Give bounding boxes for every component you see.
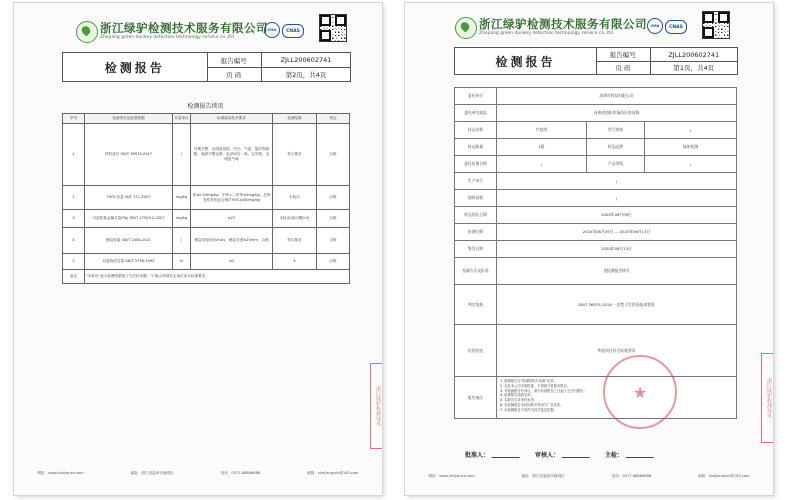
report-header [454, 47, 738, 75]
main-tester-label: 主检： [605, 452, 624, 459]
approver-signature [492, 450, 523, 458]
approver-label: 批准人： [465, 452, 490, 459]
side-seal-stamp: 浙江绿驴检测技术 [761, 353, 773, 443]
page-number: 第2页，共4页 [285, 70, 327, 79]
table-row: 1 材料成分 GB/T 36975-2017 / 外观平整、无明显划痕、凹凸、气泡、裂纹等缺陷，表面平整光滑，色泽均匀一致，无异物，无明显气味 符合要求 合格 [63, 124, 350, 186]
report-no-label: 报告编号 [596, 48, 651, 61]
report-info-table [454, 87, 737, 419]
info-row: 生产单位 / [455, 173, 737, 190]
report-no: ZJLL200602741 [280, 56, 332, 64]
results-table [62, 113, 350, 284]
report-page-1 [405, 3, 773, 495]
col-requirement: 标准值或技术要求 [191, 114, 273, 124]
info-row: 样品数量 1组 样品品牌 绿驴检测 [455, 139, 737, 156]
info-row: 样品名称 竹浆纸 型号规格 / [455, 122, 737, 139]
cnas-icon: CNAS [665, 20, 687, 34]
company-name-en: Zhejiang green donkey detection technology service co.,ltd [100, 35, 234, 40]
col-result: 检测结果 [273, 114, 317, 124]
company-name: 浙江绿驴检测技术服务有限公司 [479, 17, 647, 31]
page-footer: 网址：www.lvlvjiance.com 地址：浙江省温州市鹿城区 电话：0577-88888888 邮箱：zhejianglvlv@163.com [428, 474, 750, 478]
cma-icon: CMA [264, 22, 280, 38]
qr-code-icon [320, 15, 346, 41]
cnas-icon: CNAS [282, 24, 304, 38]
col-no: 序号 [63, 114, 85, 124]
company-name: 浙江绿驴检测技术服务有限公司 [100, 21, 268, 35]
company-logo-icon [76, 21, 98, 43]
info-row: 抽样基数 / [455, 190, 737, 207]
info-row: 委托单位 深圳市科技有限公司 [455, 88, 737, 105]
notes-row: 报告备注 1. 检测报告无"检测机构专用章"无效； 2. 未经本公司书面批准，不得部分复制本报告； 3. 对检测报告有异议，请于收到报告之日起十五日内提出； 4. 检测报告涂改无效； 5. 本报告仅对来样负责； 6. 本检测报告未经同意不得用于广告宣传； 7. 本检测报告不得作为司法鉴定依据。 [455, 377, 737, 419]
page-label: 页 码 [207, 67, 263, 81]
report-no-label: 报告编号 [207, 53, 263, 67]
report-header [62, 52, 351, 82]
reviewer-label: 审核人： [535, 452, 560, 459]
cma-icon: CMA [647, 18, 663, 34]
report-no: ZJLL200602741 [668, 50, 720, 59]
info-row: 检测日期 2020年06月09日 — 2020年06月13日 [455, 224, 737, 241]
info-row: 样品到达日期 2020年06月09日 [455, 207, 737, 224]
info-row: 签发日期 2020年06月13日 [455, 241, 737, 258]
info-row: 委托检测日期 / 产品等级 / [455, 156, 737, 173]
remark-text: "未检出"表示检测结果低于方法检出限；"/"表示该项目无单位或无标准要求。 [85, 270, 350, 284]
info-row: 检测方法及标准 见检测报告续页 [455, 258, 737, 285]
col-judgement: 判定 [317, 114, 350, 124]
reviewer-signature [562, 450, 593, 458]
page-footer: 网址：www.lvlvjiance.com 地址：浙江省温州市鹿城区 电话：0577-88888888 邮箱：zhejianglvlv@163.com [37, 471, 359, 475]
page-number: 第1页，共4页 [673, 64, 715, 72]
col-item: 检测项目及检测依据 [85, 114, 173, 124]
company-name-en: Zhejiang green donkey detection technology service co.,ltd [479, 31, 613, 36]
table-title: 检测报告续页 [187, 103, 224, 110]
table-row: 3 可溶性重金属含量(Pb) GB/T 17593.2-2007 mg/kg ≤27 未检出(检出限0.5) 合格 [63, 210, 350, 228]
signature-row [405, 450, 773, 459]
table-row: 5 有害物质含量 GB/T 2790-1995 N ≥3 4 合格 [63, 254, 350, 270]
info-row: 委托单位地址 河南省洛阳市涧西区南昌路 [455, 105, 737, 122]
qr-code-icon [703, 12, 729, 38]
col-unit: 计量单位 [173, 114, 191, 124]
report-title: 检测报告 [455, 48, 597, 74]
report-page-2 [14, 3, 382, 495]
report-title: 检测报告 [63, 53, 208, 81]
table-row: 4 燃烧性能 GB/T 2408-2021 / 燃烧试验时间≥10s，燃烧长度≤25mm，合格 符合要求 合格 [63, 228, 350, 254]
official-seal-icon: ★ [603, 355, 677, 429]
remark-label: 备注 [63, 270, 85, 284]
main-tester-signature [626, 450, 657, 458]
table-row: 2 TVOC含量 HJ/T 371-2007 mg/kg 苯≤0.05mg/kg，甲苯+二甲苯≤5mg/kg，总挥发性有机化合物(TVOC)≤50mg/kg 未检出 合格 [63, 186, 350, 210]
remark-row [63, 270, 350, 284]
info-row: 检验结论 所检项目符合标准要求 [455, 325, 737, 377]
company-logo-icon [455, 17, 477, 39]
side-seal-stamp: 浙江绿驴检测技术 [370, 363, 382, 449]
info-row: 判定依据 GB/T 36975-2018 一次性卫生用品技术要求 [455, 285, 737, 325]
page-label: 页 码 [596, 61, 651, 74]
